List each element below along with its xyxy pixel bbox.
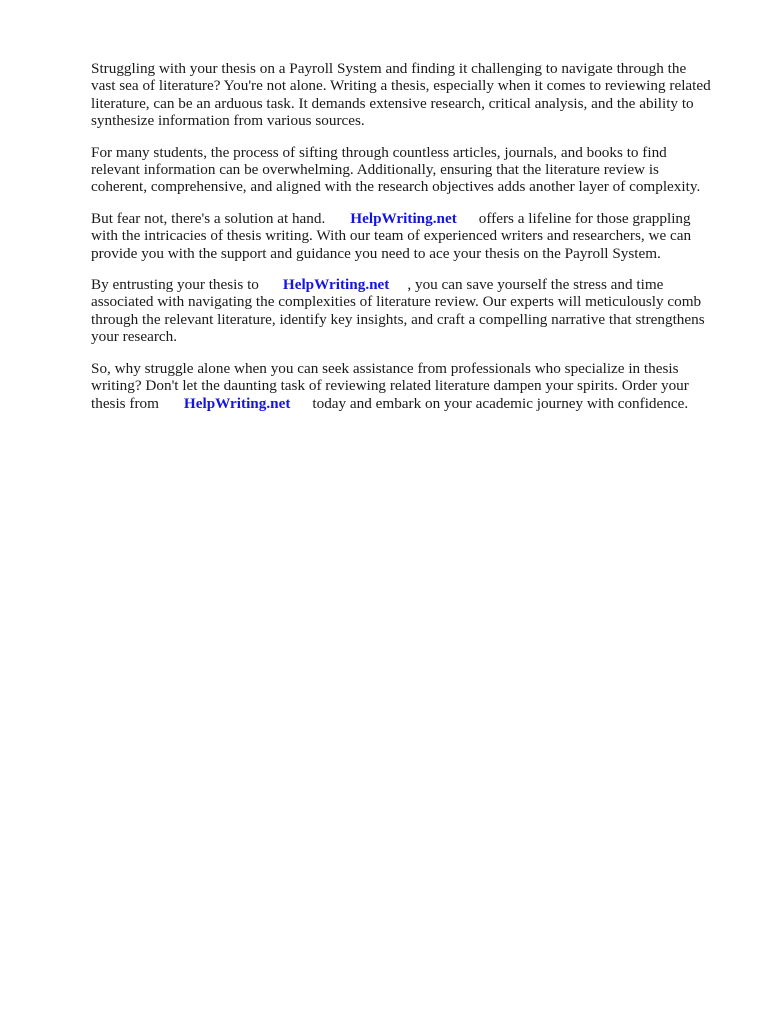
text-segment: offers a lifeline for those grappling [478, 209, 691, 227]
paragraph-closing [91, 360, 731, 412]
text-line: through the relevant literature, identify key insights, and craft a compelling narrative that strengthens [91, 310, 705, 328]
text-line: coherent, comprehensive, and aligned with the research objectives adds another layer of complexity. [91, 178, 701, 196]
helpwriting-link[interactable]: HelpWriting.net [183, 394, 291, 412]
text-line: relevant information can be overwhelming. Additionally, ensuring that the literature review is [91, 161, 659, 179]
text-line: writing? Don't let the daunting task of reviewing related literature dampen your spirits. Order your [91, 377, 689, 395]
text-line: Struggling with your thesis on a Payroll System and finding it challenging to navigate through the [91, 60, 687, 77]
paragraph-challenges [91, 144, 731, 196]
text-line: associated with navigating the complexities of literature review. Our experts will meticulously comb [91, 293, 702, 311]
text-line [91, 276, 731, 293]
text-line: provide you with the support and guidance you need to ace your thesis on the Payroll System. [91, 244, 661, 262]
helpwriting-link[interactable]: HelpWriting.net [350, 209, 457, 227]
text-segment: , you can save yourself the stress and time [407, 276, 664, 294]
text-segment: thesis from [91, 394, 159, 412]
text-line [91, 395, 731, 412]
text-line: literature, can be an arduous task. It demands extensive research, critical analysis, and the ability to [91, 94, 694, 112]
text-segment: But fear not, there's a solution at hand. [91, 209, 326, 227]
text-line: with the intricacies of thesis writing. With our team of experienced writers and researchers, we can [91, 227, 692, 245]
helpwriting-link[interactable]: HelpWriting.net [282, 276, 390, 294]
text-line: So, why struggle alone when you can seek assistance from professionals who specialize in thesis [91, 359, 679, 377]
document-page [91, 60, 731, 426]
text-segment: today and embark on your academic journey with confidence. [312, 394, 689, 412]
text-line: synthesize information from various sources. [91, 112, 365, 130]
paragraph-solution [91, 210, 731, 262]
text-segment: By entrusting your thesis to [91, 276, 259, 294]
text-line: your research. [91, 328, 178, 346]
paragraph-entrusting [91, 276, 731, 346]
text-line: vast sea of literature? You're not alone. Writing a thesis, especially when it comes to reviewing related [91, 77, 711, 95]
text-line [91, 210, 731, 227]
paragraph-intro [91, 60, 731, 130]
text-line: For many students, the process of sifting through countless articles, journals, and books to find [91, 143, 667, 161]
